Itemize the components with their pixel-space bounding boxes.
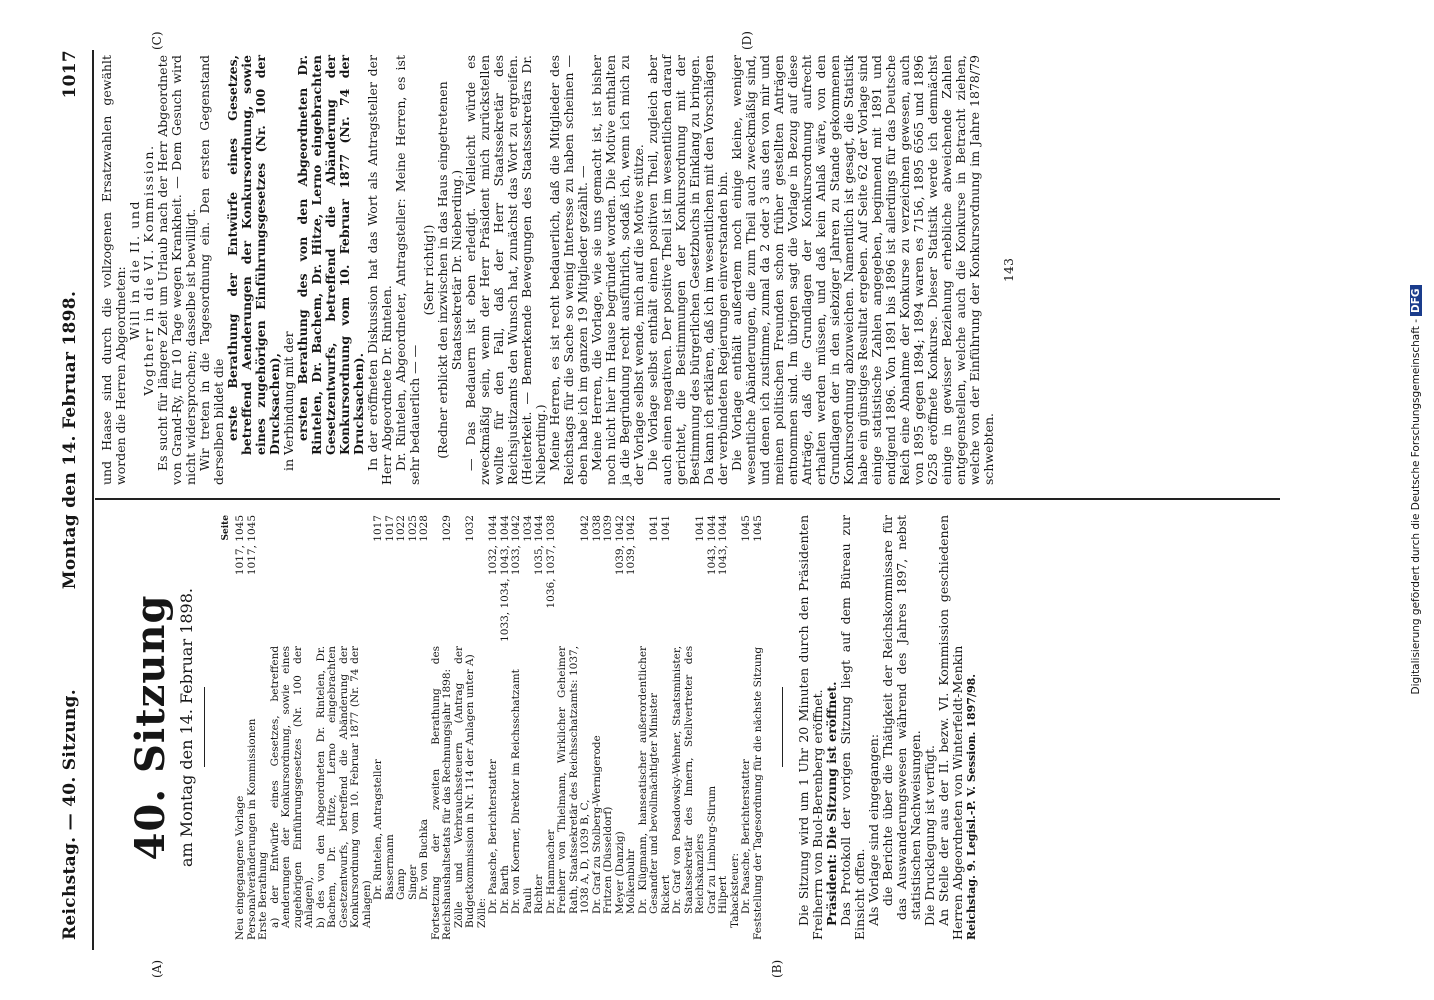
toc-page: 1017, 1045 [245,515,258,576]
toc-entry: Dr. Graf zu Stolberg-Wernigerode [590,735,603,914]
divider [204,688,205,768]
volume-footer: Reichstag. 9. Legisl.-P. V. Session. 1897/98. [965,673,978,940]
paragraph: die Berichte über die Thätigkeit der Reichskommissare für das Auswanderungswesen während des Jahres 1897, nebst statistischen Nachweisungen. [880,515,923,920]
session-title: 40. Sitzung [127,594,174,861]
margin-tag-b: (B) [770,959,784,978]
toc-page [316,515,374,646]
toc-page: 1017 [372,515,384,542]
toc-entry: Pauli [521,887,534,914]
toc-row [270,515,316,940]
toc-entry: Meyer (Danzig) [613,831,626,914]
margin-tag-d: (D) [740,31,754,50]
toc-row [626,515,638,940]
toc-page: 1017 [383,515,396,542]
toc-row [603,515,615,940]
toc-page: 1029 [441,515,453,542]
toc-row [235,515,247,940]
toc-row [741,515,753,940]
toc-entry: Hilpert [717,875,729,914]
toc-page: 1039, 1042 [613,515,626,576]
digitization-text: Digitalisierung gefördert durch die Deutsche Forschungsgemeinschaft - [1410,319,1422,695]
toc-page: 1025 [406,515,419,542]
toc-row [396,515,408,940]
right-column [100,55,1016,485]
paragraph: Meine Herren, die Vorlage, wie sie uns gemacht ist, ist bisher noch nicht hier im Hause begründet worden. Die Motive enthalten ja die Begründung recht ausführlich, sodaß ich, wenn ich mich zu der Vorlage selbst wende, mich auf die Motive stütze. [589,55,646,485]
paragraph: Die Vorlage enthält außerdem noch einige kleine, weniger wesentliche Abänderungen, die zum Theil auch zweckmäßig sind, und denen ich zustimme, zumal da 2 oder 3 aus den von mir und meinen politischen Freunden schon früher gestellten Anträgen entnommen sind. Im übrigen sagt die Vorlage in Bezug auf diese Anträge, daß die Grundlagen der Konkursordnung aufrecht erhalten werden müssen, und daß kein Anlaß wäre, von den Grundlagen der in den siebziger Jahren zu Stande gekommenen Konkursordnung abzuweichen. Namentlich ist gesagt, die Statistik habe ein günstiges Resultat ergeben. Auf Seite 62 der Vorlage sind einige statistische Zahlen angegeben, beginnend mit 1891 und endigend 1896. Von 1891 bis 1896 ist allerdings für das Deutsche Reich eine Abnahme der Konkurse zu verzeichnen gewesen, auch von 1895 gegen 1894; 1894 waren es 7156, 1895 6565 und 1896 6258 eröffnete Konkurse. Dieser Statistik werde ich demnächst einige in gewisser Beziehung erhebliche abweichende Zahlen entgegenstellen, welche auch die Konkurse in Betracht ziehen, welche von der Einführung der Konkursordnung im Jahre 1878/79 schwebten. [729,55,996,485]
toc-row [557,515,592,940]
toc-entry: Molkenbuhr [625,848,637,914]
header-center: Montag den 14. Februar 1898. [60,290,80,590]
left-body [797,515,979,940]
toc-entry: Personalveränderungen in Kommissionen [245,718,258,940]
paragraph: Meine Herren, es ist recht bedauerlich, daß die Mitglieder des Reichstags für die Sache so wenig Interesse zu haben scheinen — eben habe ich im ganzen 19 Mitglieder gezählt. — [547,55,590,485]
toc-page: 1041 [659,515,672,542]
digitization-sidebar [1400,0,1434,1000]
paragraph: Dr. Rintelen, Abgeordneter, Antragsteller: Meine Herren, es ist sehr bedauerlich — — [393,55,422,485]
paragraph: Es sucht für längere Zeit um Urlaub nach der Herr Abgeordnete von Grand-Ry, für 10 Tage wegen Krankheit. — Dem Gesuch wird nicht widersprochen; dasselbe ist bewilligt. [155,55,198,485]
toc-entry: a) der Entwürfe eines Gesetzes, betreffend Aenderungen der Konkursordnung, sowie eines zugehörigen Einführungsgesetzes (Nr. 100 der Anlagen), [268,645,315,928]
toc-entry: Fortsetzung der zweiten Berathung des Reichshaushaltsetats für das Rechnungsjahr 1898: [429,645,453,940]
toc-entry: Erste Berathung [257,851,269,940]
paragraph: Als Vorlage sind eingegangen: [866,733,881,926]
paragraph: und Haase sind durch die vollzogenen Ersatzwahlen gewählt worden die Herren Abgeordneten: [99,55,128,485]
toc-entry: Graf zu Limburg-Stirum [705,785,718,914]
toc-entry: Zölle: [475,897,488,928]
paragraph: In der eröffneten Diskussion hat das Wort als Antragsteller der Herr Abgeordnete Dr. Rintelen. [365,55,394,485]
toc-entry: Dr. von Buchka [418,818,430,900]
toc-page: 1039 [602,515,614,542]
toc-entry: Richter [533,874,545,914]
toc-entry: Feststellung der Tagesordnung für die nächste Sitzung [751,646,764,940]
margin-tag-c: (C) [150,31,164,50]
session-subtitle: am Montag den 14. Februar 1898. [177,588,196,868]
toc-entry: Dr. Hammacher [544,829,557,914]
paragraph: Das Protokoll der vorigen Sitzung liegt auf dem Büreau zur Einsicht offen. [838,515,867,940]
toc-entry: Gamp [395,868,407,900]
toc-page: 1045 [751,515,764,542]
paragraph: — Das Bedauern ist eben erledigt. Vielleicht würde es zweckmäßig sein, wenn der Herr Präsident mich zurückstellen wollte für den Fall, daß der Herr Staatssekretär des Reichsjustizamts den Wunsch hat, zunächst das Wort zu ergreifen. (Heiterkeit. — Bemerkende Bewegungen des Staatssekretärs Dr. Nieberding.) [463,55,548,485]
toc-entry: Zölle und Verbrauchssteuern (Antrag der Budgetkommission in Nr. 114 der Anlagen unter A) [452,645,476,928]
toc-page [270,515,316,646]
dfg-logo: DFG [1410,285,1422,316]
toc-row [488,515,500,940]
paragraph: (Redner erblickt den inzwischen in das Haus eingetretenen Staatssekretär Dr. Nieberding.) [435,81,464,459]
paragraph: Präsident: Die Sitzung ist eröffnet. [824,681,839,926]
toc-row [419,515,431,940]
toc-row [431,515,454,940]
toc-row [373,515,385,940]
toc-row [638,515,661,940]
toc-page: 1045 [740,515,752,542]
toc-entry: Rickert [659,875,672,914]
toc-entry: Tabacksteuer: [728,852,741,928]
toc-page: 1033, 1034, 1043, 1044 [498,515,511,642]
divider [782,688,783,768]
toc-entry: Freiherr von Thielmann, Wirklicher Geheimer Rath, Staatssekretär des Reichsschatzamts: 1037, 1038 A, D, 1039 B, C, [556,645,591,914]
toc-page: 1038 [590,515,603,542]
toc-page: 1028 [418,515,430,542]
paragraph: Die Vorlage selbst enthält einen positiven Theil, zugleich aber auch einen negativen. Der positive Theil ist im wesentlichen darauf gerichtet, die Bestimmungen der Konkursordnung mit der Bestimmung des bürgerlichen Gesetzbuchs in Einklang zu bringen. Da kann ich erklären, daß ich im wesentlichen mit den Vorschlägen der verbündeten Regierungen einverstanden bin. [645,55,730,485]
toc-entry: Dr. von Koerner, Direktor im Reichsschatzamt [510,669,522,914]
paragraph: ersten Berathung des von den Abgeordneten Dr. Rintelen, Dr. Bachem, Dr. Hitze, Lerno eingebrachten Gesetzentwurfs, betreffend die Abänderung der Konkursordnung vom 10. Februar 1877 (Nr. 74 der Drucksachen). [295,55,366,455]
toc-page: 1043, 1044 [705,515,718,576]
toc-row [258,515,270,940]
margin-tag-a: (A) [150,959,164,978]
toc-entry: Dr. Klügmann, hanseatischer außerordentlicher Gesandter und bevollmächtigter Minister [636,645,660,914]
toc-entry: Dr. Paasche, Berichterstatter [487,759,499,914]
paragraph: Die Sitzung wird um 1 Uhr 20 Minuten durch den Präsidenten Freiherrn von Buol-Berenberg eröffnet. [796,515,825,940]
toc-page: 1022 [395,515,407,542]
paragraph: erste Berathung der Entwürfe eines Gesetzes, betreffend Aenderungen der Konkursordnung, sowie eines zugehörigen Einführungsgesetzes (Nr. 100 der Drucksachen), [225,55,282,455]
toc-entry: Fritzen (Düsseldorf) [602,806,614,914]
page-number: 1017 [60,50,80,99]
toc-entry: Dr. Graf von Posadowsky-Wehner, Staatsminister, Staatssekretär des Innern, Stellvertreter des Reichskanzlers [671,645,706,914]
toc-entry: Dr. Barth [498,865,511,914]
toc-entry: Singer [406,864,419,900]
paragraph: Wir treten in die Tagesordnung ein. Den ersten Gegenstand derselben bildet die [197,55,226,485]
toc-header: Seite [221,515,231,541]
paragraph: in Verbindung mit der [281,331,296,471]
toc-row [718,515,730,940]
toc-row [511,515,523,940]
toc-page: 1039, 1042 [625,515,637,576]
toc-row [454,515,477,940]
toc-page [258,515,270,646]
toc-page: 1035, 1044 [533,515,545,576]
toc-entry: Dr. Rintelen, Antragsteller [372,759,384,900]
table-of-contents [235,515,764,940]
paragraph: (Sehr richtig!) [421,224,436,316]
header-left: Reichstag. — 40. Sitzung. [60,689,80,940]
paragraph: Die Drucklegung ist verfügt. [922,744,937,926]
toc-page: 1017, 1045 [234,515,246,576]
signature-number: 143 [1001,258,1016,282]
toc-row [316,515,374,940]
toc-page: 1042 [579,515,591,542]
paragraph: Will in die II. und [127,199,142,341]
toc-entry: b) des von den Abgeordneten Dr. Rintelen, Dr. Bachem, Dr. Hitze, Lerno eingebrachten Gesetzentwurfs, betreffend die Abänderung der Konkursordnung vom 10. Februar 1877 (Nr. 74 der Anlagen) [314,645,373,928]
header-rule [92,50,94,950]
toc-page: 1043, 1044 [717,515,729,576]
toc-entry: Bassermann [383,834,396,900]
digitization-note [1410,30,1430,950]
toc-row [672,515,707,940]
toc-row [534,515,546,940]
toc-page: 1041 [648,515,660,542]
toc-page: 1033, 1042 [510,515,522,576]
left-column [100,515,979,940]
toc-page: 1032 [464,515,476,542]
toc-page: 1036, 1037, 1038 [544,515,557,609]
toc-row [753,515,765,940]
page-header [60,50,92,940]
column-rule [95,498,1280,500]
paragraph: Vogtherr in die VI. Kommission. [141,144,156,396]
toc-entry: Neu eingegangene Vorlage [234,795,246,940]
toc-page: 1034 [521,515,534,542]
paragraph: An Stelle der aus der II. bezw. VI. Kommission geschiedenen Herren Abgeordneten von Winterfeldt-Menkin [936,515,965,940]
toc-page: 1041 [694,515,706,542]
toc-entry: Dr. Paasche, Berichterstatter [740,759,752,914]
toc-page: 1032, 1044 [487,515,499,576]
